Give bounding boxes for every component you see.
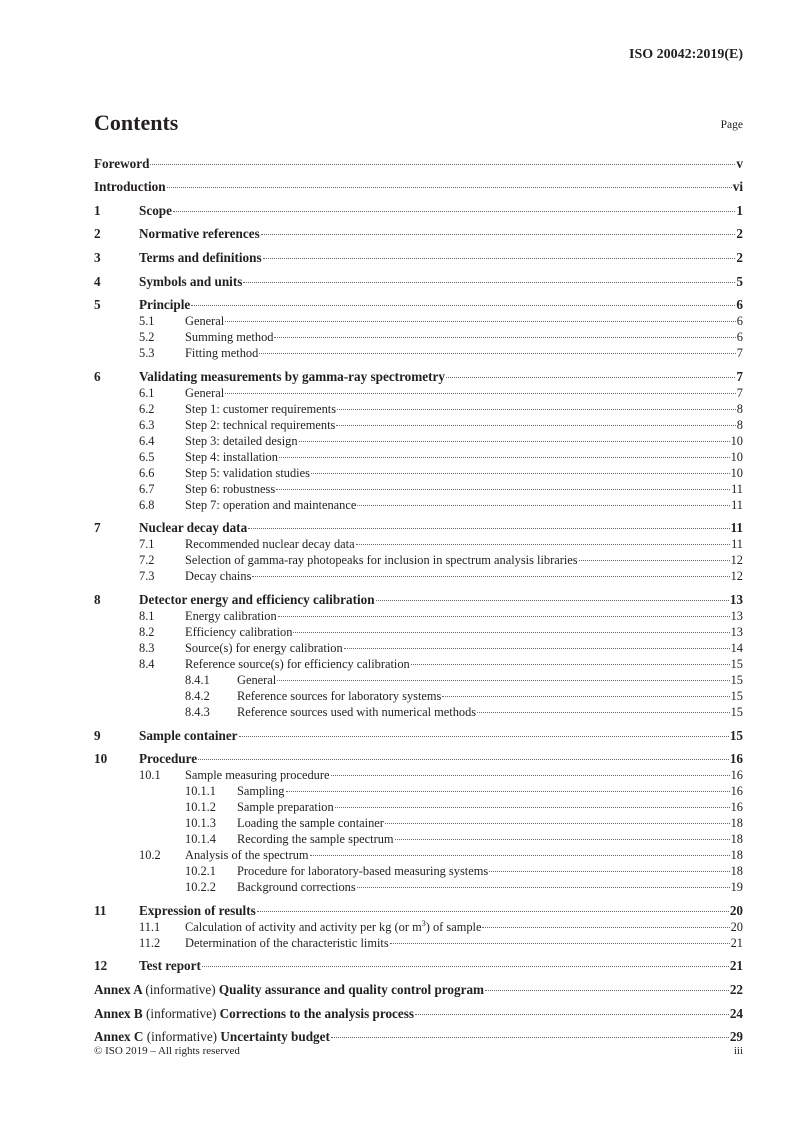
entry-title (94, 1029, 330, 1045)
entry-number: 5.3 (139, 346, 155, 361)
entry-title (185, 313, 224, 329)
entry-number: 6.5 (139, 449, 155, 464)
toc-entry[interactable] (94, 935, 743, 951)
dot-leader (243, 282, 735, 283)
entry-title (185, 433, 298, 449)
entry-number: 10.1.4 (185, 832, 216, 847)
entry-page: 8 (736, 401, 743, 416)
entry-title (185, 401, 336, 417)
entry-title-text: Scope (139, 202, 172, 218)
toc-entry[interactable] (94, 640, 743, 656)
toc-entry[interactable] (94, 815, 743, 831)
annex-type: (informative) (146, 1029, 218, 1045)
entry-page: 11 (731, 537, 743, 552)
entry-page: 14 (730, 640, 743, 655)
entry-number: 6.8 (139, 497, 155, 512)
toc-entry[interactable] (94, 1006, 743, 1022)
document-id-header: ISO 20042:2019(E) (629, 47, 743, 62)
entry-page: 15 (730, 704, 743, 719)
entry-number: 8.3 (139, 640, 155, 655)
toc-entry[interactable] (94, 179, 743, 195)
entry-title-text: Sampling (237, 784, 285, 799)
entry-title (185, 329, 273, 345)
dot-leader (173, 211, 735, 212)
entry-page: 18 (730, 816, 743, 831)
entry-page: 12 (730, 553, 743, 568)
footer (94, 1045, 743, 1057)
entry-number: 6.4 (139, 433, 155, 448)
entry-number: 7.2 (139, 553, 155, 568)
toc-entry[interactable] (94, 345, 743, 361)
dot-leader (225, 393, 736, 394)
entry-number: 5.2 (139, 330, 155, 345)
page-number: iii (733, 1045, 743, 1057)
entry-page: 11 (731, 481, 743, 496)
toc-entry[interactable] (94, 401, 743, 417)
dot-leader (356, 544, 730, 545)
entry-title-text: Loading the sample container (237, 816, 384, 831)
entry-page: 15 (729, 727, 743, 743)
toc-entry[interactable] (94, 250, 743, 266)
toc-entry[interactable] (94, 783, 743, 799)
entry-page: 7 (736, 346, 743, 361)
entry-page: 6 (736, 297, 743, 313)
entry-number: 3 (94, 249, 101, 265)
entry-page: 19 (730, 880, 743, 895)
dot-leader (331, 775, 730, 776)
superscript: 3 (421, 918, 426, 928)
entry-title-text: Terms and definitions (139, 249, 262, 265)
entry-page: 18 (730, 832, 743, 847)
entry-title (139, 592, 375, 608)
entry-page: 6 (736, 330, 743, 345)
entry-page: 20 (729, 902, 743, 918)
contents-title: Contents (94, 110, 179, 135)
entry-title (185, 608, 277, 624)
entry-title-text: Source(s) for energy calibration (185, 640, 343, 655)
entry-title (185, 345, 258, 361)
entry-number: 2 (94, 226, 101, 242)
toc-entry[interactable] (94, 863, 743, 879)
entry-title-text: Nuclear decay data (139, 520, 248, 536)
entry-number: 11.1 (139, 919, 161, 934)
entry-page: 21 (730, 935, 743, 950)
entry-number: 10.1 (139, 768, 161, 783)
dot-leader (376, 600, 729, 601)
toc-entry[interactable] (94, 481, 743, 497)
entry-number: 9 (94, 727, 101, 743)
dot-leader (335, 807, 730, 808)
entry-title-text: Detector energy and efficiency calibration (139, 591, 375, 607)
entry-title (185, 449, 278, 465)
dot-leader (286, 791, 730, 792)
entry-title-text: Corrections to the analysis process (219, 1005, 415, 1021)
toc-entry[interactable] (94, 751, 743, 767)
entry-page: 10 (730, 433, 743, 448)
entry-title-text: Foreword (94, 155, 150, 171)
entry-title-text: Energy calibration (185, 608, 277, 623)
entry-title (94, 1006, 414, 1022)
dot-leader (277, 680, 729, 681)
entry-page: 2 (736, 226, 743, 242)
dot-leader (357, 887, 730, 888)
entry-title (185, 624, 292, 640)
toc-entry[interactable] (94, 433, 743, 449)
entry-title-text: Uncertainty budget (220, 1029, 330, 1045)
entry-page: 6 (736, 314, 743, 329)
entry-page: 13 (730, 624, 743, 639)
entry-title-text: Sample container (139, 727, 238, 743)
entry-page: 5 (736, 273, 743, 289)
entry-page: 21 (729, 958, 743, 974)
entry-number: 12 (94, 958, 108, 974)
entry-title (185, 935, 389, 951)
entry-title (185, 497, 356, 513)
entry-page: 11 (730, 520, 743, 536)
entry-title (237, 783, 285, 799)
entry-title-text: Determination of the characteristic limits (185, 935, 389, 950)
entry-title (139, 728, 238, 744)
entry-title-text: Introduction (94, 179, 166, 195)
entry-title-text: Reference sources for laboratory systems (237, 688, 442, 703)
dot-leader (357, 505, 730, 506)
entry-title-text: Step 6: robustness (185, 481, 276, 496)
entry-page: 10 (730, 465, 743, 480)
toc-entry[interactable] (94, 369, 743, 385)
dot-leader (299, 441, 730, 442)
dot-leader (202, 966, 729, 967)
entry-title (139, 297, 190, 313)
toc-entry[interactable] (94, 497, 743, 513)
toc-entry[interactable] (94, 799, 743, 815)
entry-number: 8.2 (139, 624, 155, 639)
entry-page: 15 (730, 672, 743, 687)
entry-number: 6.3 (139, 417, 155, 432)
entry-page: 16 (730, 800, 743, 815)
entry-number: 8.4 (139, 656, 155, 671)
dot-leader (477, 712, 729, 713)
dot-leader (276, 489, 730, 490)
entry-number: 7.1 (139, 537, 155, 552)
dot-leader (167, 187, 732, 188)
toc-entry[interactable] (94, 903, 743, 919)
toc-entry[interactable] (94, 831, 743, 847)
entry-page: 13 (730, 608, 743, 623)
entry-title-text: Test report (139, 958, 201, 974)
annex-label: Annex A (94, 981, 143, 997)
entry-title (237, 863, 488, 879)
entry-title-text: Efficiency calibration (185, 624, 293, 639)
entry-title (185, 568, 251, 584)
table-of-contents (94, 148, 743, 1045)
entry-title-text: General (185, 385, 225, 400)
entry-title (139, 203, 172, 219)
entry-title-text: Sample preparation (237, 800, 334, 815)
dot-leader (279, 457, 730, 458)
toc-entry[interactable] (94, 297, 743, 313)
annex-type: (informative) (146, 1005, 217, 1021)
entry-title (237, 672, 276, 688)
dot-leader (344, 648, 730, 649)
dot-leader (337, 409, 736, 410)
entry-page: 24 (729, 1005, 743, 1021)
toc-entry[interactable] (94, 465, 743, 481)
entry-number: 6 (94, 368, 101, 384)
toc-entry[interactable] (94, 982, 743, 998)
entry-title (94, 179, 166, 195)
dot-leader (248, 528, 729, 529)
entry-page: 2 (736, 249, 743, 265)
entry-title (185, 536, 355, 552)
dot-leader (198, 759, 729, 760)
entry-title (139, 958, 201, 974)
entry-number: 6.6 (139, 465, 155, 480)
toc-entry[interactable] (94, 536, 743, 552)
dot-leader (150, 164, 735, 165)
entry-title (185, 847, 309, 863)
entry-number: 8.4.1 (185, 672, 210, 687)
entry-number: 11 (94, 902, 107, 918)
copyright-notice: © ISO 2019 – All rights reserved (94, 1045, 240, 1057)
annex-type: (informative) (145, 981, 216, 997)
entry-title-text: Summing method (185, 330, 274, 345)
entry-title (139, 274, 242, 290)
dot-leader (482, 927, 729, 928)
entry-title (139, 250, 262, 266)
entry-page: 11 (731, 497, 743, 512)
entry-title (237, 831, 394, 847)
toc-entry[interactable] (94, 704, 743, 720)
entry-page: v (736, 155, 743, 171)
dot-leader (259, 353, 735, 354)
entry-title (185, 919, 481, 935)
dot-leader (446, 377, 735, 378)
entry-title (185, 417, 335, 433)
entry-page: 20 (730, 919, 743, 934)
entry-title-text: Validating measurements by gamma-ray spectrometry (139, 368, 445, 384)
dot-leader (225, 321, 736, 322)
toc-entry[interactable] (94, 847, 743, 863)
dot-leader (331, 1037, 729, 1038)
toc-entry[interactable] (94, 656, 743, 672)
toc-entry[interactable] (94, 449, 743, 465)
entry-number: 6.2 (139, 401, 155, 416)
entry-title-text: General (237, 672, 277, 687)
entry-number: 4 (94, 273, 101, 289)
toc-entry[interactable] (94, 688, 743, 704)
entry-number: 10.1.3 (185, 816, 216, 831)
dot-leader (191, 305, 735, 306)
entry-title-text: Step 3: detailed design (185, 433, 298, 448)
entry-title-text: Sample measuring procedure (185, 768, 330, 783)
entry-number: 10.1.2 (185, 800, 216, 815)
entry-title (185, 656, 410, 672)
entry-number: 6.7 (139, 481, 155, 496)
entry-title-text: Recording the sample spectrum (237, 832, 394, 847)
entry-title-text: Reference source(s) for efficiency calibration (185, 656, 410, 671)
entry-number: 10 (94, 751, 108, 767)
annex-label: Annex C (94, 1029, 144, 1045)
entry-number: 1 (94, 202, 101, 218)
entry-number: 8.1 (139, 608, 155, 623)
entry-title-text: Step 7: operation and maintenance (185, 497, 357, 512)
entry-number: 8.4.3 (185, 704, 210, 719)
entry-title (94, 156, 149, 172)
dot-leader (385, 823, 730, 824)
dot-leader (311, 473, 730, 474)
dot-leader (579, 560, 730, 561)
toc-entry[interactable] (94, 1029, 743, 1045)
entry-title-text: Step 5: validation studies (185, 465, 310, 480)
entry-title (139, 751, 197, 767)
toc-entry[interactable] (94, 958, 743, 974)
dot-leader (485, 990, 729, 991)
entry-title-text: Normative references (139, 226, 260, 242)
entry-title-text: Quality assurance and quality control program (218, 981, 485, 997)
toc-entry[interactable] (94, 568, 743, 584)
entry-title (94, 982, 484, 998)
entry-title-text: Procedure for laboratory-based measuring systems (237, 864, 489, 879)
dot-leader (411, 664, 730, 665)
toc-entry[interactable] (94, 624, 743, 640)
entry-title (185, 465, 310, 481)
toc-entry[interactable] (94, 313, 743, 329)
entry-number: 10.1.1 (185, 784, 216, 799)
entry-page: 7 (736, 385, 743, 400)
toc-entry[interactable] (94, 672, 743, 688)
entry-title (185, 385, 224, 401)
entry-title (139, 903, 256, 919)
entry-number: 8 (94, 591, 101, 607)
entry-title-text-after: ) of sample (425, 919, 482, 934)
entry-title-text: Step 1: customer requirements (185, 401, 337, 416)
entry-title (139, 520, 247, 536)
entry-page: 29 (729, 1029, 743, 1045)
dot-leader (293, 632, 729, 633)
entry-number: 5.1 (139, 314, 155, 329)
toc-entry[interactable] (94, 274, 743, 290)
toc-entry[interactable] (94, 329, 743, 345)
entry-title-text: Principle (139, 297, 191, 313)
toc-entry[interactable] (94, 156, 743, 172)
entry-page: 16 (730, 784, 743, 799)
dot-leader (442, 696, 729, 697)
entry-title (139, 226, 260, 242)
entry-title-text: Step 2: technical requirements (185, 417, 336, 432)
entry-title-text: General (185, 314, 225, 329)
entry-page: 16 (730, 768, 743, 783)
entry-title-text: Decay chains (185, 569, 252, 584)
dot-leader (415, 1014, 729, 1015)
dot-leader (252, 576, 729, 577)
entry-title-text: Symbols and units (139, 273, 243, 289)
entry-number: 8.4.2 (185, 688, 210, 703)
entry-page: 1 (736, 202, 743, 218)
entry-title-text: Step 4: installation (185, 449, 278, 464)
entry-page: 15 (730, 656, 743, 671)
entry-title-text: Fitting method (185, 346, 259, 361)
toc-entry[interactable] (94, 608, 743, 624)
toc-entry[interactable] (94, 552, 743, 568)
entry-title (185, 481, 275, 497)
page-column-label: Page (720, 119, 743, 131)
entry-page: 18 (730, 848, 743, 863)
toc-entry[interactable] (94, 592, 743, 608)
entry-page: 8 (736, 417, 743, 432)
dot-leader (261, 234, 736, 235)
toc-entry[interactable] (94, 767, 743, 783)
entry-number: 7 (94, 520, 101, 536)
entry-title-text: Recommended nuclear decay data (185, 537, 355, 552)
toc-entry[interactable] (94, 385, 743, 401)
toc-entry[interactable] (94, 203, 743, 219)
entry-number: 10.2 (139, 848, 161, 863)
toc-entry[interactable] (94, 226, 743, 242)
entry-title (185, 767, 330, 783)
entry-title (185, 552, 578, 568)
entry-page: vi (732, 179, 743, 195)
entry-number: 11.2 (139, 935, 161, 950)
entry-title-text: Selection of gamma-ray photopeaks for inclusion in spectrum analysis libraries (185, 553, 578, 568)
entry-page: 16 (729, 751, 743, 767)
entry-number: 10.2.1 (185, 864, 216, 879)
dot-leader (257, 911, 729, 912)
entry-title-text: Background corrections (237, 880, 356, 895)
entry-title-text: Expression of results (139, 902, 256, 918)
dot-leader (263, 258, 736, 259)
entry-page: 13 (729, 591, 743, 607)
entry-title (237, 879, 356, 895)
entry-title (237, 815, 384, 831)
toc-entry[interactable] (94, 728, 743, 744)
dot-leader (395, 839, 730, 840)
entry-title (139, 369, 445, 385)
dot-leader (336, 425, 735, 426)
entry-title (237, 688, 441, 704)
entry-title-text: Reference sources used with numerical methods (237, 704, 477, 719)
dot-leader (489, 871, 729, 872)
entry-title-text: Analysis of the spectrum (185, 848, 309, 863)
dot-leader (278, 616, 730, 617)
entry-number: 5 (94, 297, 101, 313)
dot-leader (310, 855, 730, 856)
entry-title (185, 640, 343, 656)
entry-title (237, 799, 334, 815)
annex-label: Annex B (94, 1005, 143, 1021)
entry-page: 22 (729, 981, 743, 997)
entry-page: 10 (730, 449, 743, 464)
dot-leader (239, 736, 729, 737)
toc-entry[interactable] (94, 919, 743, 935)
entry-number: 10.2.2 (185, 880, 216, 895)
entry-number: 7.3 (139, 569, 155, 584)
entry-page: 18 (730, 864, 743, 879)
entry-title-text: Calculation of activity and activity per kg (or m (185, 919, 422, 934)
toc-entry[interactable] (94, 520, 743, 536)
toc-entry[interactable] (94, 879, 743, 895)
entry-number: 6.1 (139, 385, 155, 400)
entry-title (237, 704, 476, 720)
entry-page: 12 (730, 569, 743, 584)
dot-leader (390, 943, 730, 944)
entry-page: 7 (736, 368, 743, 384)
dot-leader (274, 337, 735, 338)
toc-entry[interactable] (94, 417, 743, 433)
entry-page: 15 (730, 688, 743, 703)
entry-title-text: Procedure (139, 751, 198, 767)
